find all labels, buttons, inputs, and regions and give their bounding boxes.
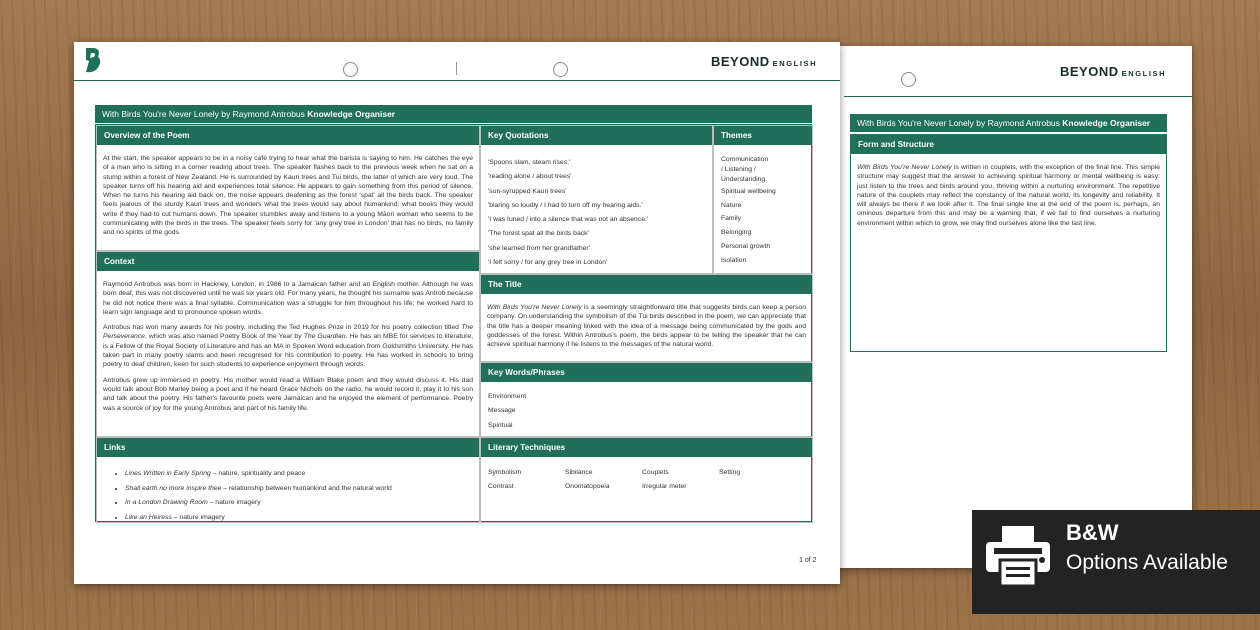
page-2-title-bar: With Birds You're Never Lonely by Raymond Antrobus Knowledge Organiser: [850, 114, 1167, 132]
list-item: • Lines Written in Early Spring – nature, spirituality and peace: [125, 467, 392, 482]
page-1-sheet: [74, 42, 840, 584]
list-item: 'reading alone / about trees': [488, 173, 572, 181]
title-text: With Birds You're Never Lonely is a seemingly straightforward title that suggests birds can keep a person company. On understanding the symbolism of the Tui birds described in the poem, we can appreciate that the title has a deeper meaning linked with the idea of a message being communicated by the gods and goddesses of the forest. Within Antrobus's poem, the birds appear to be telling the speaker that he can achieve spiritual harmony if he listens to the messages of the natural world.: [487, 304, 806, 349]
links-section: [96, 437, 480, 523]
list-item: Belonging: [721, 229, 752, 237]
list-item: 'The forest spat all the birds back': [488, 230, 589, 238]
context-section: [96, 251, 480, 437]
page-2-sheet: [780, 46, 1192, 568]
list-item: / Listening /: [721, 165, 756, 173]
themes-section: [713, 125, 813, 274]
list-item: Spiritual: [488, 421, 513, 429]
keywords-section: [480, 362, 813, 437]
links-list: [97, 467, 392, 523]
techniques-section: [480, 437, 813, 523]
list-item: Environment: [488, 393, 527, 400]
techniques-header: Literary Techniques: [481, 438, 813, 457]
list-item: 'I felt sorry / for any grey tree in London': [488, 259, 608, 267]
themes-list: [714, 155, 783, 267]
printer-icon: [982, 520, 1054, 592]
banner-title: B&W: [1066, 520, 1119, 545]
technique-item: Irregular meter: [642, 483, 687, 490]
overview-text: At the start, the speaker appears to be in a noisy café trying to hear what the barista is saying to him. He catches the eye of a man who is sitting in a corner reading about trees. The speaker flashes back to the previous week when he sat on a stump within a forest of New Zealand. He is surrounded by Kauri trees and Tui birds, the latter of which are very loud. The speaker turns off his hearing aid and experiences total silence. He appears to gain something from this period of silence. When he turns his hearing aid back on, the noise appears deafening as the forest 'spat' all the birds back. The speaker feels jealous of the sturdy Kauri trees and wonders what the trees would say about humankind: what books they would write if they had to cut humans down. The speaker stumbles away and listens to a young Māori woman who seems to be communicating with the birds in the trees. The speaker feels sorry for 'any grey tree in London' that has no birds, no family and no spirits of the gods.: [103, 155, 473, 237]
page-1-title-bar: With Birds You're Never Lonely by Raymond Antrobus Knowledge Organiser: [95, 105, 812, 123]
list-item: 'she learned from her grandfather': [488, 244, 590, 252]
technique-item: Onomatopoeia: [565, 483, 610, 490]
list-item: • Shall earth no more inspire thee – relationship between humankind and the natural world: [125, 482, 392, 497]
beyond-logo-icon: [83, 47, 103, 73]
technique-item: Symbolism: [488, 469, 522, 476]
list-item: 'sun-syrupped Kauri trees': [488, 187, 567, 195]
technique-item: Setting: [719, 469, 741, 476]
form-structure-section: [850, 134, 1167, 352]
list-item: 'I was tuned / into a silence that was not an absence.': [488, 216, 649, 224]
keywords-header: Key Words/Phrases: [481, 363, 813, 382]
bw-options-banner: [972, 510, 1260, 614]
header-rule: [74, 80, 840, 81]
punch-hole: [901, 72, 916, 87]
links-header: Links: [97, 438, 480, 457]
header-rule: [844, 96, 1192, 97]
list-item: • In a London Drawing Room – nature imagery: [125, 496, 392, 511]
form-structure-header: Form and Structure: [851, 135, 1166, 154]
list-item: Nature: [721, 201, 742, 209]
context-text: Raymond Antrobus was born in Hackney, London, in 1986 to a Jamaican father and an English mother. Although he was born deaf, this was not discovered until he was six years old. For many years, he thought his surname was Antrob because he did not notice there was a final syllable. Communication was a struggle for him throughout his life; he worked hard to learn sign language and to pronounce spoken words. Antrobus has won many awards for his poetry, including the Ted Hughes Prize in 2019 for his poetry collection titled The Perseverance, which was also named Poetry Book of the Year by The Guardian. He has an MBE for services to literature, is a Fellow of the Royal Society of Literature and has an MA in Spoken Word education from Goldsmiths University. He has taken part in many poetry slams and been recognised for his contribution to poetry. He has worked in schools to bring poetry to deaf children, keen for such students to experience enjoyment through words. Antrobus grew up immersed in poetry. His mother would read a William Blake poem and they would discuss it. His dad would talk about Bob Marley being a poet and if he heard Grace Nichols on the radio, he would record it, play it to his son and talk about the poetry. His father's favourite poets were Jamaican and he enjoyed the element of performance. Poetry was a source of joy for the young Antrobus and part of his family life.: [103, 281, 474, 412]
technique-item: Couplets: [642, 469, 669, 476]
banner-subtitle: Options Available: [1066, 551, 1228, 574]
knowledge-organiser-grid: [95, 124, 812, 522]
list-item: Family: [721, 215, 742, 223]
title-header: The Title: [481, 275, 813, 294]
context-header: Context: [97, 252, 480, 271]
quotations-header: Key Quotations: [481, 126, 713, 145]
brand-logo-text: BEYOND ENGLISH: [711, 54, 818, 69]
list-item: 'Spoons slam, steam rises.': [488, 159, 571, 166]
list-item: Spiritual wellbeing: [721, 188, 776, 195]
keywords-list: [481, 390, 533, 433]
quotations-section: [480, 125, 713, 274]
punch-hole: [553, 62, 568, 77]
techniques-table: [488, 469, 808, 509]
list-item: • Like an Heiress – nature imagery: [125, 511, 392, 524]
list-item: Message: [488, 407, 516, 415]
list-item: Personal growth: [721, 242, 771, 250]
fold-mark: [456, 62, 457, 75]
list-item: 'blaring so loudly / I had to turn off my hearing aids.': [488, 201, 643, 209]
technique-item: Contrast: [488, 483, 514, 490]
technique-item: Sibilance: [565, 469, 593, 476]
punch-hole: [343, 62, 358, 77]
title-section: [480, 274, 813, 362]
form-structure-text: With Birds You're Never Lonely is written in couplets, with the exception of the final line. This simple structure may suggest that the answer to achieving spiritual harmony or mental wellbeing is easy: just listen to the trees and birds around you, thriving within a nurturing environment. The repetitive nature of the couplets may reflect the constancy of the natural world, its longevity and reliability. It will always be there if we look after it. The final single line at the end of the poem is, perhaps, an ominous departure from this and may be a warning that, if we fail to find ourselves a nurturing environment within which to grow, we may find ourselves alone like the last line.: [857, 164, 1161, 227]
list-item: Isolation: [721, 256, 747, 264]
themes-header: Themes: [714, 126, 813, 145]
brand-logo-text: BEYOND ENGLISH: [1060, 64, 1167, 79]
list-item: Understanding: [721, 176, 766, 183]
overview-section: [96, 125, 480, 251]
list-item: Communication: [721, 156, 769, 163]
overview-header: Overview of the Poem: [97, 126, 480, 145]
page-number: 1 of 2: [799, 557, 817, 564]
quotations-list: [481, 156, 655, 270]
